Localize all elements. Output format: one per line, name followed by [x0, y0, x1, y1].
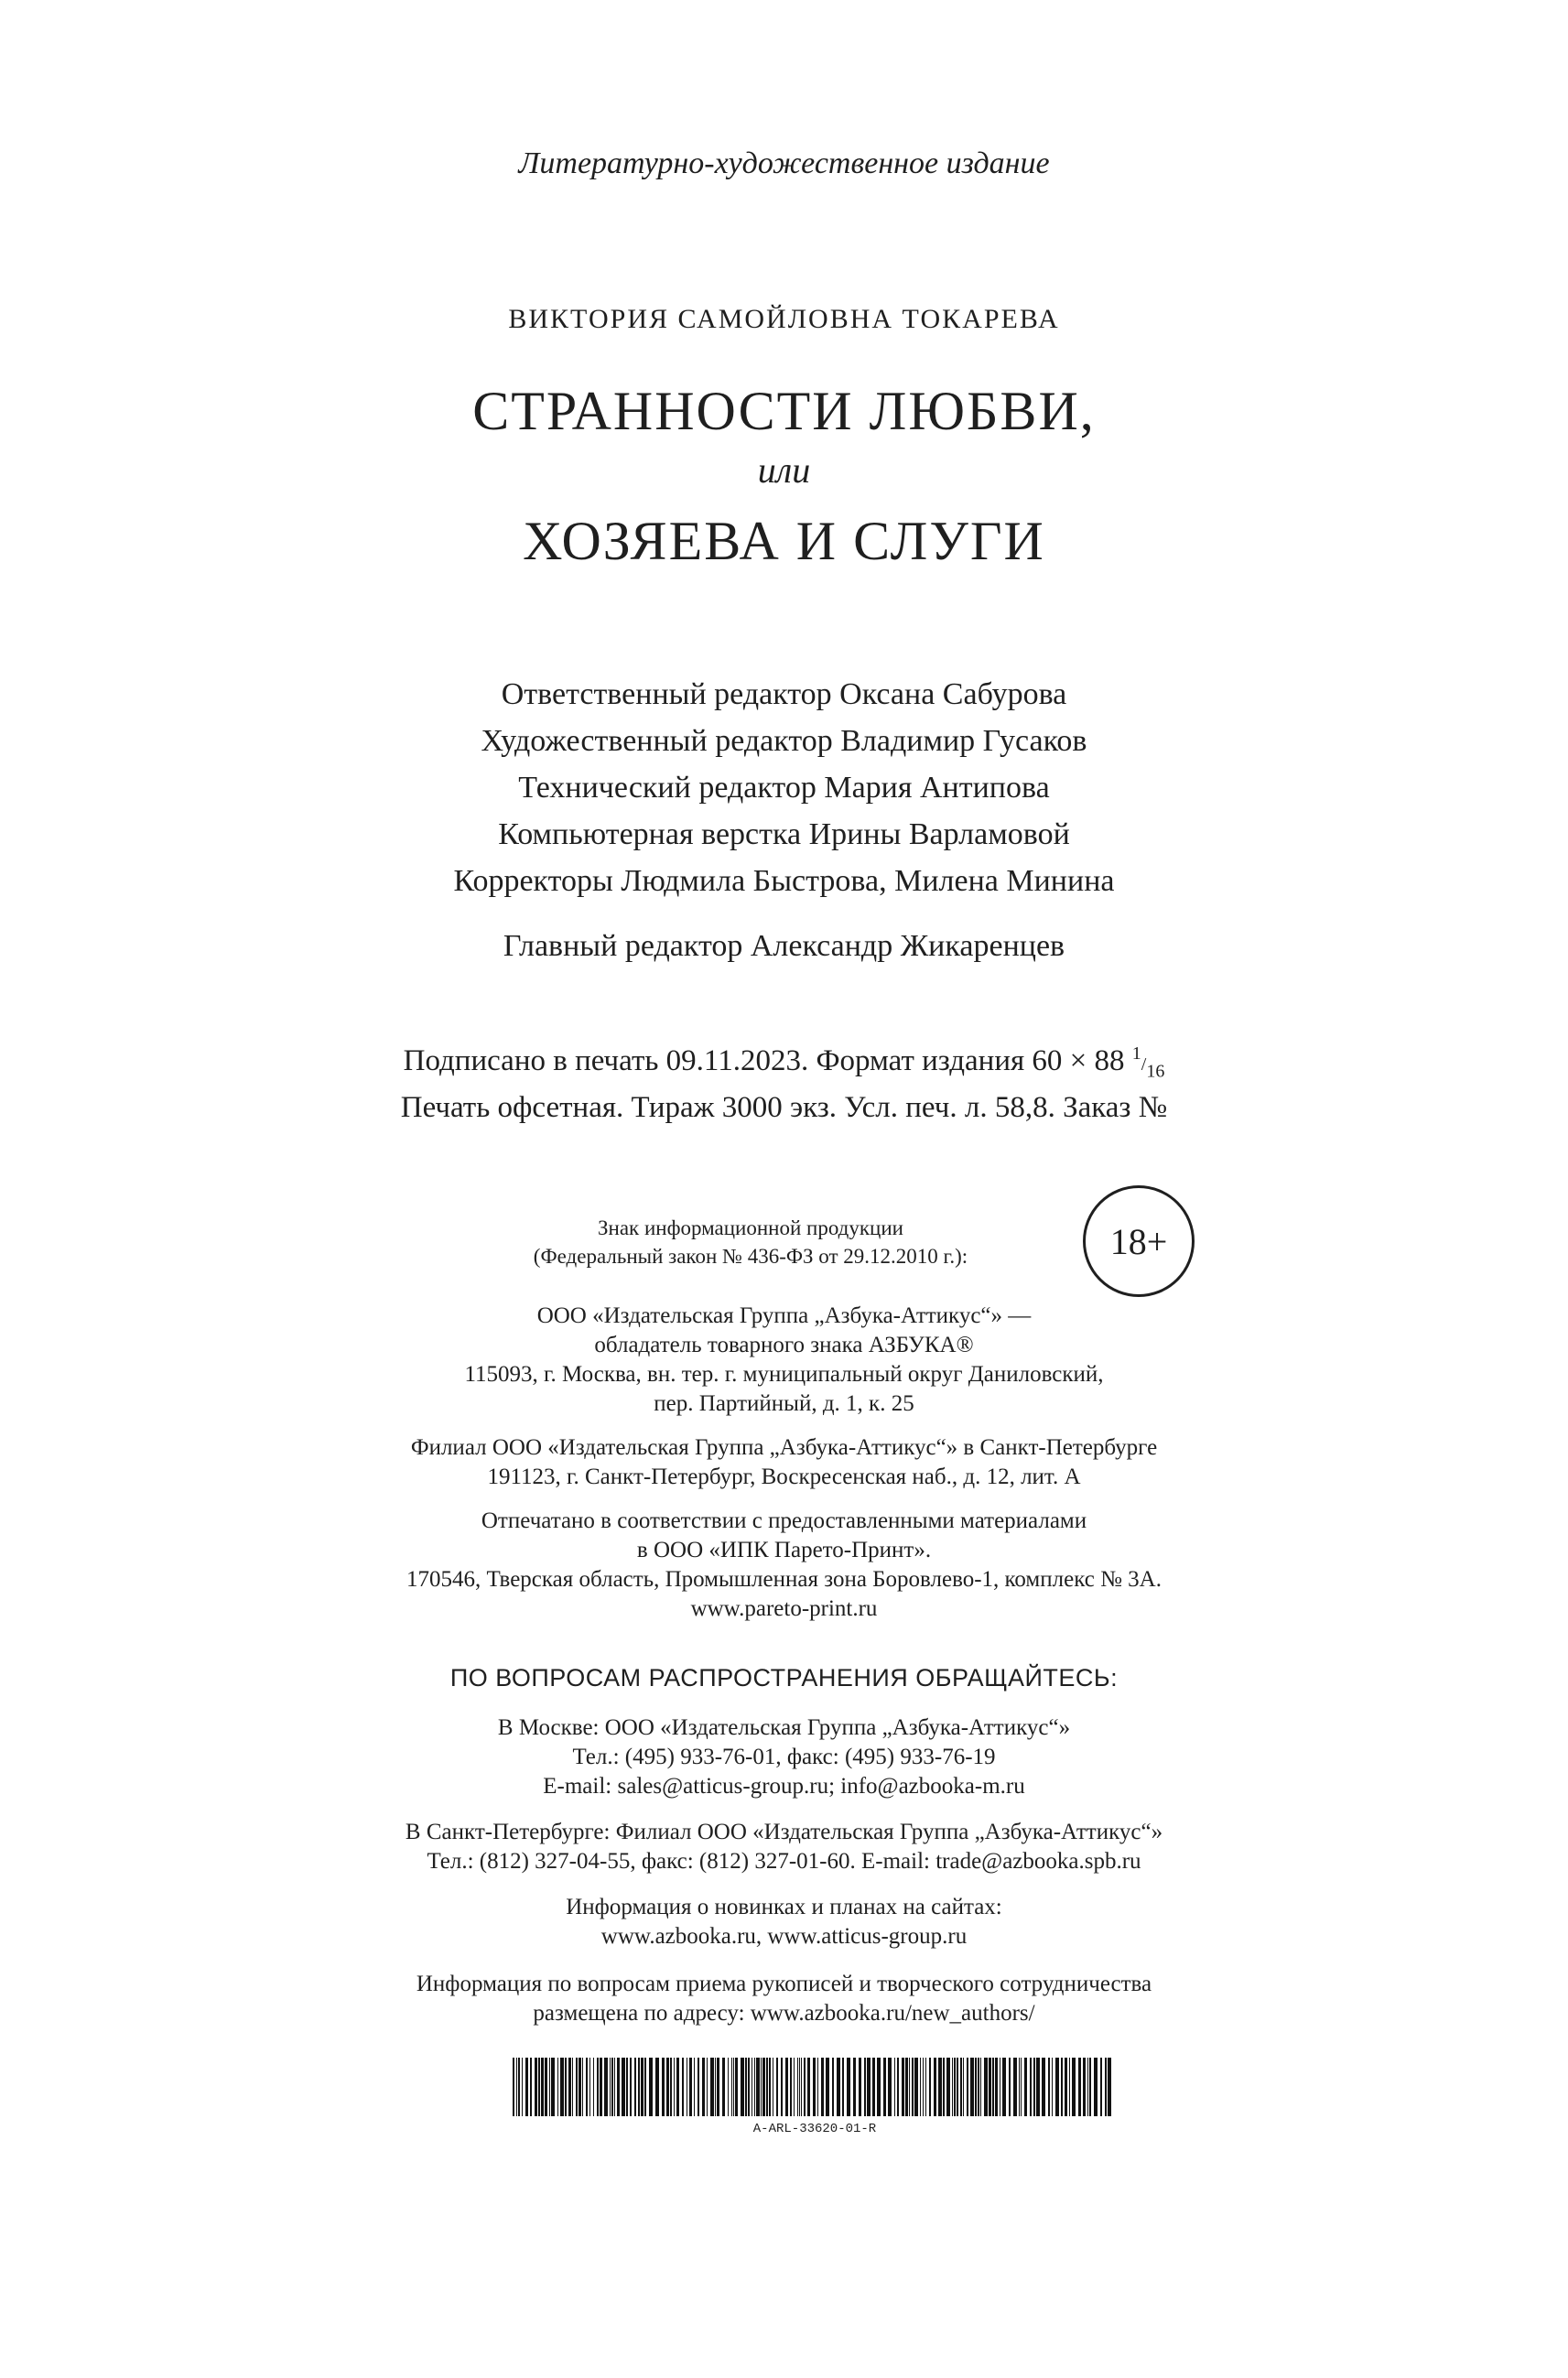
barcode-bar [1100, 2058, 1102, 2116]
barcode-bar [781, 2058, 783, 2116]
barcode-bar [984, 2058, 988, 2116]
barcode-bar [565, 2058, 567, 2116]
barcode-bar [666, 2058, 669, 2116]
barcode-bar [1087, 2058, 1088, 2116]
barcode-bar [614, 2058, 615, 2116]
title-line-1: СТРАННОСТИ ЛЮБВИ, [472, 381, 1096, 441]
barcode-bar [888, 2058, 892, 2116]
barcode-bar [538, 2058, 540, 2116]
barcode-bar [1089, 2058, 1091, 2116]
barcode-bar [799, 2058, 800, 2116]
barcode-bar [745, 2058, 747, 2116]
barcode-bar [589, 2058, 590, 2116]
branch-line: Филиал ООО «Издательская Группа „Азбука-Аттикус“» в Санкт-Петербурге [410, 1435, 1158, 1460]
barcode-bar [674, 2058, 675, 2116]
barcode-bar [597, 2058, 599, 2116]
barcode-bar [1094, 2058, 1098, 2116]
barcode-bar [582, 2058, 583, 2116]
barcode-bar [859, 2058, 861, 2116]
moscow-line: В Москве: ООО «Издательская Группа „Азбука-Аттикус“» [497, 1715, 1071, 1740]
barcode-bar [1078, 2058, 1081, 2116]
barcode-bar [748, 2058, 750, 2116]
barcode-bar [741, 2058, 744, 2116]
barcode-bar [914, 2058, 918, 2116]
barcode-bar [1072, 2058, 1076, 2116]
publisher-line: 115093, г. Москва, вн. тер. г. муниципальный округ Даниловский, [464, 1362, 1104, 1387]
barcode-bar [717, 2058, 719, 2116]
barcode [513, 2058, 1117, 2116]
barcode-bar [576, 2058, 578, 2116]
barcode-bar [756, 2058, 760, 2116]
barcode-bar [1108, 2058, 1111, 2116]
barcode-bar [864, 2058, 866, 2116]
barcode-bar [842, 2058, 844, 2116]
barcode-bar [967, 2058, 968, 2116]
barcode-bar [722, 2058, 725, 2116]
barcode-bar [1061, 2058, 1063, 2116]
barcode-bar [1019, 2058, 1020, 2116]
barcode-bar [568, 2058, 571, 2116]
barcode-bar [518, 2058, 520, 2116]
barcode-bar [877, 2058, 881, 2116]
credit-line: Корректоры Людмила Быстрова, Милена Минина [453, 864, 1115, 898]
barcode-bar [920, 2058, 921, 2116]
title-line-2: ХОЗЯЕВА И СЛУГИ [523, 511, 1045, 571]
barcode-bar [600, 2058, 602, 2116]
barcode-bar [797, 2058, 798, 2116]
barcode-bar [946, 2058, 950, 2116]
printer-website: www.pareto-print.ru [690, 1596, 878, 1621]
barcode-bar [1042, 2058, 1045, 2116]
branch-line: 191123, г. Санкт-Петербург, Воскресенская наб., д. 12, лит. А [487, 1465, 1081, 1489]
barcode-bar [689, 2058, 692, 2116]
barcode-bar [715, 2058, 716, 2116]
barcode-bar [731, 2058, 732, 2116]
age-sign-label-2: (Федеральный закон № 436-ФЗ от 29.12.2010 г.): [533, 1245, 968, 1268]
printer-line: в ООО «ИПК Парето-Принт». [636, 1538, 932, 1562]
barcode-bar [676, 2058, 679, 2116]
barcode-bar [1105, 2058, 1107, 2116]
barcode-bar [909, 2058, 910, 2116]
barcode-bar [1055, 2058, 1059, 2116]
barcode-bar [1052, 2058, 1053, 2116]
barcode-bar [832, 2058, 834, 2116]
barcode-bar [762, 2058, 765, 2116]
format-fraction-den: 16 [1146, 1061, 1165, 1082]
credit-line: Художественный редактор Владимир Гусаков [481, 724, 1087, 758]
barcode-bar [794, 2058, 795, 2116]
barcode-bar [769, 2058, 771, 2116]
barcode-bar [1036, 2058, 1040, 2116]
barcode-bar [541, 2058, 544, 2116]
barcode-bar [545, 2058, 547, 2116]
credit-line: Компьютерная верстка Ирины Варламовой [498, 817, 1070, 851]
printer-line: Отпечатано в соответствии с предоставленными материалами [481, 1508, 1087, 1533]
age-rating-badge: 18+ [1083, 1185, 1195, 1297]
barcode-bar [894, 2058, 895, 2116]
barcode-bar [980, 2058, 981, 2116]
barcode-bar [626, 2058, 628, 2116]
barcode-bar [754, 2058, 755, 2116]
barcode-bar [513, 2058, 514, 2116]
barcode-bar [560, 2058, 564, 2116]
barcode-bar [923, 2058, 924, 2116]
barcode-bar [735, 2058, 738, 2116]
barcode-bar [662, 2058, 665, 2116]
barcode-bar [801, 2058, 802, 2116]
barcode-bar [963, 2058, 964, 2116]
barcode-bar [992, 2058, 994, 2116]
barcode-bar [604, 2058, 608, 2116]
spb-line: Тел.: (812) 327-04-55, факс: (812) 327-01-60. E-mail: trade@azbooka.spb.ru [427, 1849, 1141, 1874]
barcode-bar [611, 2058, 613, 2116]
publisher-line: пер. Партийный, д. 1, к. 25 [654, 1391, 914, 1416]
moscow-line: Тел.: (495) 933-76-01, факс: (495) 933-76-19 [572, 1745, 996, 1769]
barcode-bar [925, 2058, 926, 2116]
barcode-bar [1069, 2058, 1070, 2116]
barcode-bar [641, 2058, 643, 2116]
author-name: ВИКТОРИЯ САМОЙЛОВНА ТОКАРЕВА [508, 304, 1060, 334]
genre-line: Литературно-художественное издание [518, 146, 1050, 180]
barcode-bar [1009, 2058, 1011, 2116]
barcode-bar [551, 2058, 555, 2116]
barcode-bar [1013, 2058, 1017, 2116]
barcode-bar [978, 2058, 979, 2116]
barcode-bar [902, 2058, 904, 2116]
barcode-bar [847, 2058, 850, 2116]
barcode-bar [530, 2058, 532, 2116]
barcode-bar [516, 2058, 517, 2116]
barcode-bar [707, 2058, 708, 2116]
credit-line: Ответственный редактор Оксана Сабурова [501, 677, 1067, 711]
barcode-bar [817, 2058, 818, 2116]
barcode-bar [549, 2058, 550, 2116]
barcode-bar [975, 2058, 977, 2116]
barcode-bar [593, 2058, 594, 2116]
barcode-bar [960, 2058, 962, 2116]
barcode-bar [733, 2058, 734, 2116]
barcode-bar [804, 2058, 806, 2116]
barcode-bar [622, 2058, 625, 2116]
barcode-bar [522, 2058, 523, 2116]
barcode-bar [702, 2058, 705, 2116]
barcode-bar [1021, 2058, 1022, 2116]
barcode-bar [1002, 2058, 1006, 2116]
barcode-bar [728, 2058, 729, 2116]
barcode-bar [617, 2058, 620, 2116]
barcode-bar [970, 2058, 974, 2116]
spb-line: В Санкт-Петербурге: Филиал ООО «Издательская Группа „Азбука-Аттикус“» [405, 1820, 1163, 1844]
publisher-line: ООО «Издательская Группа „Азбука-Аттикус“» — [536, 1303, 1032, 1328]
chief-editor-line: Главный редактор Александр Жикаренцев [503, 929, 1065, 963]
barcode-bar [630, 2058, 632, 2116]
credit-line: Технический редактор Мария Антипова [518, 771, 1050, 805]
barcode-bar [995, 2058, 998, 2116]
title-or: или [757, 449, 811, 491]
barcode-bar [776, 2058, 778, 2116]
barcode-bar [710, 2058, 714, 2116]
barcode-bar [954, 2058, 956, 2116]
barcode-bar [790, 2058, 792, 2116]
barcode-bar [655, 2058, 659, 2116]
printer-line: 170546, Тверская область, Промышленная зона Боровлево-1, комплекс № 3А. [406, 1567, 1162, 1592]
barcode-bar [905, 2058, 908, 2116]
barcode-bar [682, 2058, 684, 2116]
barcode-caption: A-ARL-33620-01-R [752, 2122, 877, 2136]
barcode-bar [525, 2058, 528, 2116]
barcode-bar [952, 2058, 953, 2116]
barcode-bar [697, 2058, 699, 2116]
barcode-bar [821, 2058, 824, 2116]
barcode-bar [761, 2058, 762, 2116]
manuscripts-line: Информация по вопросам приема рукописей и творческого сотрудничества [416, 1972, 1152, 1996]
barcode-bar [872, 2058, 875, 2116]
barcode-bar [557, 2058, 558, 2116]
barcode-bar [694, 2058, 695, 2116]
barcode-bar [644, 2058, 646, 2116]
moscow-email: E-mail: sales@atticus-group.ru; info@azbooka-m.ru [543, 1774, 1025, 1799]
barcode-bar [934, 2058, 936, 2116]
barcode-bar [670, 2058, 672, 2116]
barcode-bar [638, 2058, 640, 2116]
barcode-bar [586, 2058, 588, 2116]
age-sign-label-1: Знак информационной продукции [598, 1216, 903, 1239]
barcode-bar [785, 2058, 788, 2116]
news-websites: www.azbooka.ru, www.atticus-group.ru [600, 1924, 968, 1949]
distribution-heading: ПО ВОПРОСАМ РАСПРОСТРАНЕНИЯ ОБРАЩАЙТЕСЬ: [449, 1664, 1119, 1692]
barcode-bar [766, 2058, 768, 2116]
barcode-bar [897, 2058, 899, 2116]
barcode-bar [943, 2058, 945, 2116]
barcode-bar [1030, 2058, 1032, 2116]
print-info-line-1: Подписано в печать 09.11.2023. Формат издания 60 × 88 $^1/_{16}$ [403, 1043, 1165, 1082]
barcode-bar [610, 2058, 611, 2116]
barcode-bar [634, 2058, 636, 2116]
format-fraction-num: 1 [1131, 1043, 1141, 1064]
print-info-text-1: Подписано в печать 09.11.2023. Формат издания 60 × 88 [403, 1044, 1125, 1077]
barcode-bar [883, 2058, 886, 2116]
barcode-bar [826, 2058, 829, 2116]
barcode-bar [929, 2058, 931, 2116]
manuscripts-url: размещена по адресу: www.azbooka.ru/new_authors/ [533, 2001, 1035, 2026]
barcode-bar [1024, 2058, 1027, 2116]
barcode-bar [813, 2058, 816, 2116]
barcode-bar [572, 2058, 573, 2116]
barcode-bar [938, 2058, 942, 2116]
barcode-bar [1048, 2058, 1050, 2116]
barcode-bar [535, 2058, 537, 2116]
publisher-line: обладатель товарного знака АЗБУКА® [594, 1333, 974, 1357]
barcode-bar [649, 2058, 653, 2116]
barcode-bar [912, 2058, 914, 2116]
barcode-bar [989, 2058, 991, 2116]
barcode-bar [579, 2058, 581, 2116]
barcode-bar [1083, 2058, 1086, 2116]
barcode-bar [853, 2058, 856, 2116]
age-sign-label [458, 1214, 1044, 1270]
print-info-line-2: Печать офсетная. Тираж 3000 экз. Усл. печ. л. 58,8. Заказ № [400, 1091, 1168, 1124]
barcode-bar [957, 2058, 958, 2116]
news-line: Информация о новинках и планах на сайтах: [566, 1895, 1002, 1919]
barcode-bar [1065, 2058, 1067, 2116]
barcode-bar [807, 2058, 810, 2116]
barcode-bar [867, 2058, 871, 2116]
barcode-bar [1033, 2058, 1035, 2116]
barcode-bar [837, 2058, 840, 2116]
